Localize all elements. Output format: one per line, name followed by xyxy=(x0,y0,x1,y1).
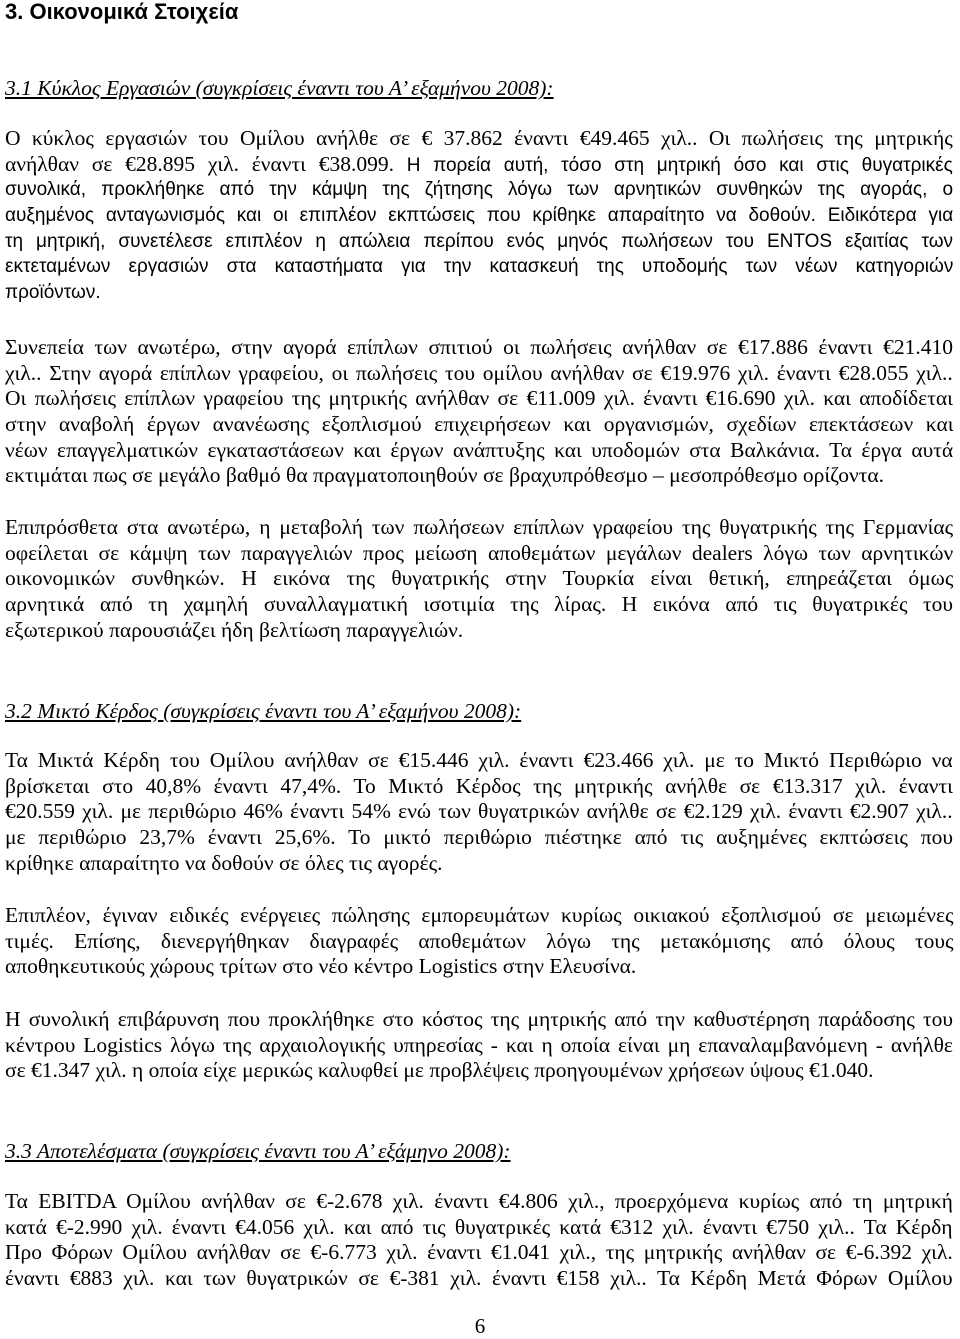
text-line xyxy=(5,386,955,412)
line-text: με περιθώριο 23,7% έναντι 25,6%. Το μικτό περιθώριο πιέστηκε από τις αυξημένες εκπτώσεις που xyxy=(5,825,954,850)
text-line xyxy=(5,903,955,929)
line-text: οφείλεται σε κάμψη των παραγγελιών προς μείωση αποθεμάτων μεγάλων dealers λόγω των αρνητικών xyxy=(5,540,954,565)
subsection-heading-3-3: 3.3 Αποτελέσματα (συγκρίσεις έναντι του Α’ εξάμηνο 2008): xyxy=(5,1139,511,1163)
text-line xyxy=(5,463,955,489)
line-text: οικονομικών συνθηκών. Η εικόνα της θυγατρικής στην Τουρκία είναι θετική, επηρεάζεται όμως xyxy=(5,566,954,591)
text-line xyxy=(5,748,955,774)
text-line xyxy=(5,1240,955,1266)
text-line xyxy=(5,1007,955,1033)
paragraph-gross-profit xyxy=(5,748,955,876)
line-text: κατά €-2.990 χιλ. έναντι €4.056 χιλ. και από τις θυγατρικές κατά €312 χιλ. έναντι €750 χιλ.. Τα Κέρδη xyxy=(5,1214,953,1239)
line-text: κρίθηκε απαραίτητο να δοθούν σε όλες τις αγορές. xyxy=(5,850,443,875)
line-text: τιμές. Επίσης, διενεργήθηκαν διαγραφές αποθεμάτων λόγω της μετακόμισης από όλους τους xyxy=(5,928,954,953)
line-text: βρίσκεται στο 40,8% έναντι 47,4%. Το Μικτό Κέρδος της μητρικής ανήλθε σε €13.317 χιλ. έναντι xyxy=(5,773,953,798)
line-text: Ο κύκλος εργασιών του Ομίλου ανήλθε σε € 37.862 έναντι €49.465 χιλ.. Οι πωλήσεις της μητρικής xyxy=(5,126,953,150)
text-run: Η πορεία αυτή, τόσο στη μητρική όσο και στις θυγατρικές xyxy=(394,154,953,176)
text-line xyxy=(5,825,955,851)
subsection-heading-3-1: 3.1 Κύκλος Εργασιών (συγκρίσεις έναντι του Α’ εξαμήνου 2008): xyxy=(5,76,554,100)
text-line xyxy=(5,566,955,592)
section-heading: 3. Οικονομικά Στοιχεία xyxy=(5,0,239,24)
paragraph-logistics-cost xyxy=(5,1007,955,1084)
line-text: κέντρου Logistics λόγω της αρχαιολογικής υπηρεσίας - και η οποία είναι μη επαναλαμβανόμενη - ανήλθε xyxy=(5,1032,953,1057)
text-line xyxy=(5,1033,955,1059)
text-line xyxy=(5,799,955,825)
line-text: σε €1.347 χιλ. η οποία είχε μερικώς καλυφθεί με προβλέψεις προηγουμένων χρήσεων ύψους €1.040. xyxy=(5,1058,874,1083)
line-text: αυξημένος ανταγωνισμός και οι επιπλέον εκπτώσεις που κρίθηκε απαραίτητο να δοθούν. Ειδικότερα για xyxy=(5,205,954,227)
line-text: Προ Φόρων Ομίλου ανήλθαν σε €-6.773 χιλ. έναντι €1.041 χιλ., της μητρικής ανήλθαν σε €-6.392 χιλ. xyxy=(5,1240,953,1265)
text-line xyxy=(5,152,955,178)
text-line xyxy=(5,177,955,203)
text-line xyxy=(5,851,955,877)
line-text: Η συνολική επιβάρυνση που προκλήθηκε στο κόστος της μητρικής από την καθυστέρηση παράδοσης του xyxy=(5,1007,954,1031)
line-text xyxy=(5,152,953,179)
text-line xyxy=(5,929,955,955)
text-line xyxy=(5,203,955,229)
text-line xyxy=(5,774,955,800)
line-text: Τα EBITDA Ομίλου ανήλθαν σε €-2.678 χιλ. έναντι €4.806 χιλ., προερχόμενα κυρίως από τη μητρική xyxy=(5,1189,953,1213)
line-text: χιλ.. Στην αγορά επίπλων γραφείου, οι πωλήσεις του ομίλου ανήλθαν σε €19.976 χιλ. έναντι €28.055 χιλ.. xyxy=(5,360,953,385)
text-line xyxy=(5,335,955,361)
line-text: Τα Μικτά Κέρδη του Ομίλου ανήλθαν σε €15.446 χιλ. έναντι €23.466 χιλ. με το Μικτό Περιθώριο να xyxy=(5,748,953,772)
text-line xyxy=(5,126,955,152)
page-number: 6 xyxy=(474,1314,486,1338)
text-line xyxy=(5,1215,955,1241)
line-text: Επιπλέον, έγιναν ειδικές ενέργειες πώλησης εμπορευμάτων κυρίως οικιακού εξοπλισμού σε μειωμένες xyxy=(5,903,954,927)
text-line xyxy=(5,254,955,280)
line-text: εκτιμάται πως σε μεγάλο βαθμό θα πραγματοποιηθούν σε βραχυπρόθεσμο – μεσοπρόθεσμο ορίζοντα. xyxy=(5,463,885,488)
text-line xyxy=(5,438,955,464)
text-line xyxy=(5,1266,955,1292)
text-line xyxy=(5,412,955,438)
paragraph-furniture-sales xyxy=(5,335,955,489)
text-line xyxy=(5,1189,955,1215)
line-text: Επιπρόσθετα στα ανωτέρω, η μεταβολή των πωλήσεων επίπλων γραφείου της θυγατρικής της Γερμανίας xyxy=(5,515,954,539)
line-text: συνολικά, προκλήθηκε από την κάμψη της ζήτησης λόγω των αρνητικών συνθηκών της αγοράς, ο xyxy=(5,179,954,201)
line-text: στην αναβολή έργων ανανέωσης εξοπλισμού επιχειρήσεων και οργανισμών, σχεδίων επεκτάσεων και xyxy=(5,412,954,437)
line-text: Οι πωλήσεις επίπλων γραφείου της μητρικής ανήλθαν σε €11.009 χιλ. έναντι €16.690 χιλ. και αποδίδεται xyxy=(5,386,953,411)
text-line xyxy=(5,954,955,980)
text-line xyxy=(5,280,955,306)
text-line xyxy=(5,361,955,387)
text-line xyxy=(5,229,955,255)
subsection-heading-3-2: 3.2 Μικτό Κέρδος (συγκρίσεις έναντι του Α’ εξαμήνου 2008): xyxy=(5,699,522,723)
text-line xyxy=(5,618,955,644)
line-text: Συνεπεία των ανωτέρω, στην αγορά επίπλων σπιτιού οι πωλήσεις ανήλθαν σε €17.886 έναντι €21.410 xyxy=(5,335,954,359)
paragraph-results xyxy=(5,1189,955,1292)
text-line xyxy=(5,1058,955,1084)
line-text: εκτεταμένων εργασιών στα καταστήματα για την κατασκευή της υποδομής των νέων κατηγοριών xyxy=(5,256,954,278)
line-text: αρνητικά από τη χαμηλή συναλλαγματική ισοτιμία της λίρας. Η εικόνα από τις θυγατρικές του xyxy=(5,592,954,617)
text-run: ανήλθαν σε €28.895 χιλ. έναντι €38.099. xyxy=(5,151,394,176)
line-text: προϊόντων. xyxy=(5,282,101,304)
paragraph-special-sales xyxy=(5,903,955,980)
text-line xyxy=(5,515,955,541)
line-text: εξωτερικού παρουσιάζει ήδη βελτίωση παραγγελιών. xyxy=(5,617,464,642)
line-text: €20.559 χιλ. με περιθώριο 46% έναντι 54% ενώ των θυγατρικών ανήλθε σε €2.129 χιλ. έναντι €2.907 χιλ.. xyxy=(5,799,953,824)
text-line xyxy=(5,541,955,567)
line-text: αποθηκευτικούς χώρους τρίτων στο νέο κέντρο Logistics στην Ελευσίνα. xyxy=(5,954,637,979)
line-text: τη μητρική, συνετέλεσε επιπλέον η απώλεια περίπου ενός μηνός πωλήσεων του ENTOS εξαιτίας των xyxy=(5,230,954,252)
line-text: νέων επαγγελματικών εγκαταστάσεων και έργων ανάπτυξης και υποδομών στα Βαλκάνια. Τα έργα αυτά xyxy=(5,437,954,462)
paragraph-revenue xyxy=(5,126,955,306)
text-line xyxy=(5,592,955,618)
paragraph-subsidiaries xyxy=(5,515,955,643)
line-text: έναντι €883 χιλ. και των θυγατρικών σε €-381 χιλ. έναντι €158 χιλ.. Τα Κέρδη Μετά Φόρων Ομίλου xyxy=(5,1266,953,1291)
